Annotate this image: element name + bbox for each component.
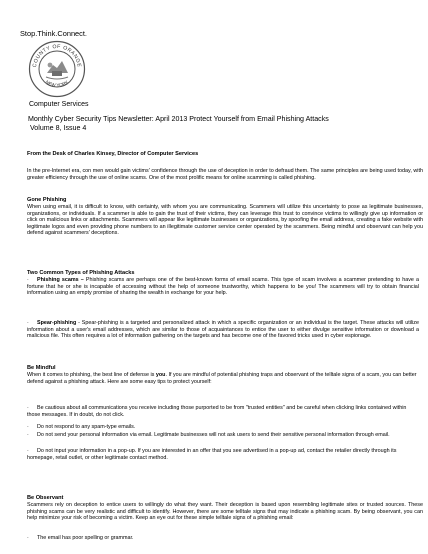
mindful-tip-text: Do not input your information in a pop-up. If you are interested in an offer that you see advertised in a pop-up ad, contact the retailer directly through its homepage, retail outlet, or other legitimate contact method. [27, 448, 397, 461]
observant-tip [27, 535, 419, 542]
mindful-tip-text: Do not respond to any spam-type emails. [37, 424, 136, 430]
desk-heading: From the Desk of Charles Kinsey, Director of Computer Services [27, 151, 199, 157]
gone-phishing-heading: Gone Phishing [27, 197, 67, 203]
be-observant-heading: Be Observant [27, 495, 64, 501]
mindful-tip [27, 448, 419, 461]
observant-tip-text: The email has poor spelling or grammar. [37, 535, 134, 541]
desk-paragraph: In the pre-Internet era, con men would gain victims' confidence through the use of deception in order to defraud them. The same principles are being used today, with greater efficiency through the use of online scams. One of the most prolific means for online scamming is called phishing. [27, 168, 423, 181]
spear-phishing-term: Spear-phishing [37, 320, 77, 326]
gone-phishing-paragraph: When using email, it is difficult to know, with certainty, with whom you are communicating. Scammers will utilize this uncertainty to pose as legitimate businesses, organizations, or individuals. If a scammer is able to gain the trust of their victims, they can leverage this trust to convince victims to willingly give up information or click on malicious links or attachments. Scammers will appear like legitimate businesses or organizations, by spoofing the email address, creating a fake website with legitimate logos and even providing phone numbers to an illegitimate customer service center operated by the scammers. Being mindful and observant can help you defend against scammers' deceptions. [27, 204, 423, 237]
mindful-tip-text: Be cautious about all communications you receive including those purported to be from "trusted entities" and be careful when clicking links contained within those messages. If in doubt, do not click. [27, 405, 407, 418]
bullet: · [27, 320, 29, 326]
bullet: · [27, 424, 29, 430]
bullet: · [27, 432, 29, 438]
be-observant-paragraph: Scammers rely on deception to entice users to willingly do what they want. Their deception is based upon resembling legitimate sites or trusted sources. These phishing scams can be very realistic and difficult to identify. However, there are some telltale signs that may indicate a phishing scam. By being observant, you can help minimize your risk of becoming a victim. Keep an eye out for these simple telltale signs of a phishing email: [27, 502, 423, 522]
mindful-intro-you: you [155, 372, 166, 378]
newsletter-title-line1: Monthly Cyber Security Tips Newsletter: April 2013 Protect Yourself from Email Phishing Attacks [28, 115, 329, 123]
mindful-tip [27, 424, 419, 431]
types-item-spear-phishing [27, 320, 419, 340]
bullet: · [27, 277, 29, 283]
be-mindful-heading: Be Mindful [27, 365, 56, 371]
bullet: · [27, 535, 29, 541]
mindful-tip [27, 432, 419, 439]
newsletter-issue: Volume 8, Issue 4 [28, 124, 87, 132]
seal-top-text: COUNTY OF ORANGE [31, 43, 82, 68]
bullet: · [27, 448, 29, 454]
types-heading: Two Common Types of Phishing Attacks [27, 270, 135, 276]
newsletter-title [28, 115, 423, 133]
types-item-phishing [27, 277, 419, 297]
mindful-intro-a: When it comes to phishing, the best line of defense is [27, 372, 156, 378]
be-mindful-intro [27, 372, 423, 385]
mindful-tip-text: Do not send your personal information via email. Legitimate businesses will not ask users to send their sensitive personal information through email. [37, 432, 390, 438]
department-name: Computer Services [29, 101, 89, 108]
bullet: · [27, 405, 29, 411]
county-seal-logo [28, 40, 86, 98]
brand-slogan: Stop.Think.Connect. [20, 29, 87, 38]
mindful-tip [27, 405, 419, 418]
mindful-intro-b: . If you are mindful of potential phishing traps and observant of the telltale signs of a scam, you can better defend against a phishing attack. Here are some easy tips to protect yourself: [27, 372, 417, 385]
seal-bottom-text: NEW YORK [44, 79, 70, 88]
spear-phishing-body: - Spear-phishing is a targeted and personalized attack in which a specific organization or an individual is the target. These attacks will utilize information about a user's email addresses, which are similar to those of acquaintances to entice the user to either divulge sensitive information or download a malicious file. This often requires a lot of information gathering on the targets and has become one of the favored tricks used in cyber espionage. [27, 320, 419, 340]
phishing-scams-term: Phishing scams – [37, 277, 84, 283]
phishing-scams-body: Phishing scams are perhaps one of the best-known forms of email scams. This type of scam involves a scammer pretending to have a fortune that he or she is incapable of accessing without the help of someone trustworthy, which happens to be you! The scammers will try to obtain financial information using an empty promise of sharing the wealth in exchange for your help. [27, 277, 419, 297]
